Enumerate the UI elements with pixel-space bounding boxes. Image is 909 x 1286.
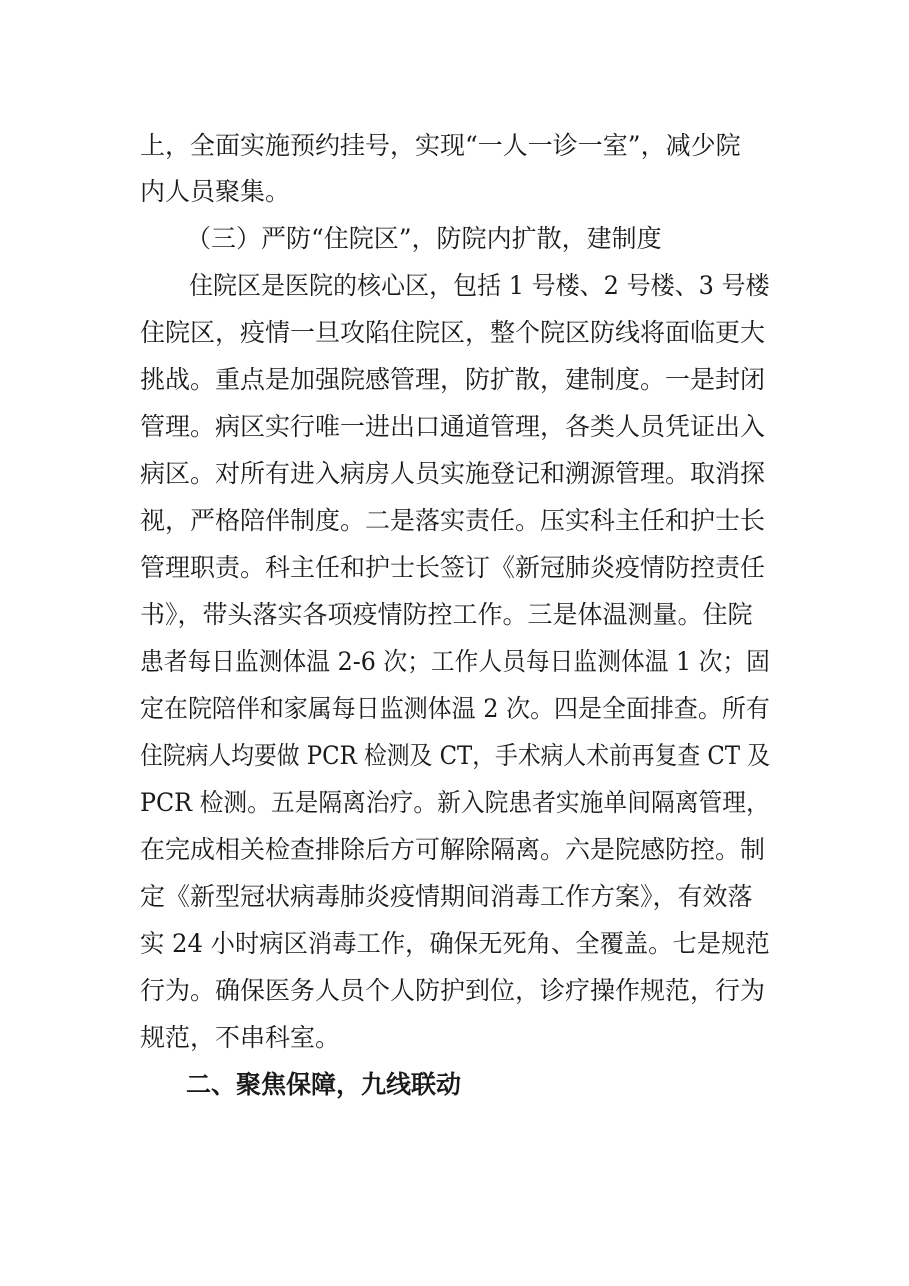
paragraph-line: 挑战。重点是加强院感管理，防扩散，建制度。一是封闭 [140,365,766,394]
paragraph-line: 患者每日监测体温 2-6 次；工作人员每日监测体温 1 次；固 [140,647,770,676]
paragraph-line: 住院病人均要做 PCR 检测及 CT，手术病人术前再复查 CT 及 [140,741,771,770]
paragraph-line: 书》，带头落实各项疫情防控工作。三是体温测量。住院 [140,600,753,629]
paragraph-line: PCR 检测。五是隔离治疗。新入院患者实施单间隔离管理， [140,788,770,817]
paragraph-line: 上，全面实施预约挂号，实现“一人一诊一室”，减少院 [140,131,741,160]
paragraph-line: 管理。病区实行唯一进出口通道管理，各类人员凭证出入 [140,412,766,441]
section-heading: 二、聚焦保障，九线联动 [186,1070,462,1099]
paragraph-line: 住院区是医院的核心区，包括 1 号楼、2 号楼、3 号楼 [189,271,770,300]
paragraph-line: 住院区，疫情一旦攻陷住院区，整个院区防线将面临更大 [140,318,766,347]
paragraph-line: 实 24 小时病区消毒工作，确保无死角、全覆盖。七是规范 [140,929,770,958]
paragraph-line: 内人员聚集。 [140,177,291,206]
paragraph-line: 病区。对所有进入病房人员实施登记和溯源管理。取消探 [140,459,766,488]
paragraph-line: 行为。确保医务人员个人防护到位，诊疗操作规范，行为 [140,976,766,1005]
paragraph-line: 定《新型冠状病毒肺炎疫情期间消毒工作方案》，有效落 [140,882,753,911]
paragraph-line: 视，严格陪伴制度。二是落实责任。压实科主任和护士长 [140,506,766,535]
paragraph-line: 管理职责。科主任和护士长签订《新冠肺炎疫情防控责任 [140,553,766,582]
section-subheading: （三）严防“住院区”，防院内扩散，建制度 [186,224,662,253]
paragraph-line: 在完成相关检查排除后方可解除隔离。六是院感防控。制 [140,835,766,864]
paragraph-line: 定在院陪伴和家属每日监测体温 2 次。四是全面排查。所有 [140,694,770,723]
paragraph-line: 规范，不串科室。 [140,1023,341,1052]
